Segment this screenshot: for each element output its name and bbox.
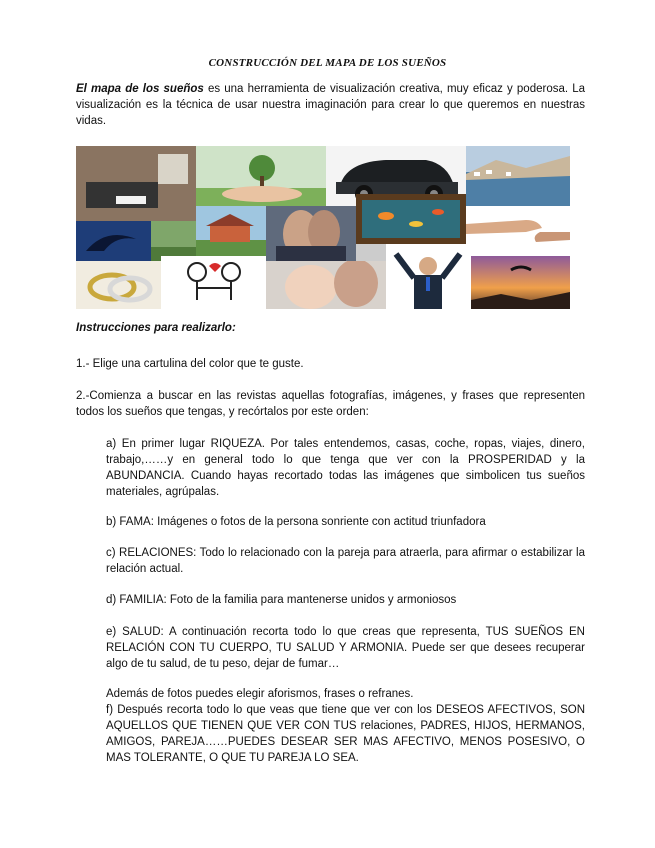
mother-baby-photo: [266, 261, 386, 309]
instructions-heading: Instrucciones para realizarlo:: [76, 322, 236, 334]
step-1: 1.- Elige una cartulina del color que te guste.: [76, 358, 304, 370]
dream-collage: [76, 146, 570, 309]
house-garden-photo: [196, 206, 266, 256]
paraglider-sunset-photo: [471, 256, 570, 309]
item-c: c) RELACIONES: Todo lo relacionado con la pareja para atraerla, para afirmar o estabilizar la relación actual.: [106, 547, 585, 575]
intro-lead: El mapa de los sueños: [76, 83, 204, 95]
coastal-town-photo: [466, 146, 570, 206]
dolphin-silhouette-photo: [76, 221, 151, 261]
kids-drawing-photo: [161, 256, 266, 309]
item-b: b) FAMA: Imágenes o fotos de la persona sonriente con actitud triunfadora: [106, 516, 486, 528]
hands-reaching-photo: [466, 206, 570, 256]
rings-photo: [76, 261, 161, 309]
extra-note: Además de fotos puedes elegir aforismos, frases o refranes.: [106, 688, 414, 700]
living-room-photo: [76, 146, 196, 221]
item-e: e) SALUD: A continuación recorta todo lo que creas que representa, TUS SUEÑOS EN RELACIÓN CON TU CUERPO, TU SALUD Y ARMONIA. Puede ser que desees recuperar algo de tu salud, de tu peso, dejar de fumar…: [106, 626, 585, 670]
intro-paragraph: [76, 81, 585, 129]
item-a: a) En primer lugar RIQUEZA. Por tales entendemos, casas, coche, ropas, viajes, dinero, trabajo,……y en general todo lo que tenga que ver con la PROSPERIDAD y la ABUNDANCIA. Cuando hayas recortado todas las imágenes que simbolicen tus sueños materiales, agrúpalas.: [106, 438, 585, 498]
item-f: f) Después recorta todo lo que veas que tiene que ver con los DESEOS AFECTIVOS, SON AQUELLOS QUE TIENEN QUE VER CON TUS relaciones, PADRES, HIJOS, HERMANOS, AMIGOS, PAREJA……PUEDES DESEAR SER MAS AFECTIVO, MENOS POSESIVO, O MAS TOLERANTE, O QUE TU PAREJA LO SEA.: [106, 704, 585, 764]
kissing-couple-photo: [266, 206, 356, 261]
page-title: CONSTRUCCIÓN DEL MAPA DE LOS SUEÑOS: [208, 57, 447, 69]
hands-tree-photo: [196, 146, 326, 206]
intro-text: es una herramienta de visualización creativa, muy eficaz y poderosa. La visualización es la técnica de usar nuestra imaginación para crear lo que queremos en nuestras vidas.: [76, 83, 585, 127]
step-2: 2.-Comienza a buscar en las revistas aquellas fotografías, imágenes, y frases que representen todos los sueños que tengas, y recórtalos por este orden:: [76, 390, 585, 418]
aquarium-photo: [356, 194, 466, 244]
businessman-photo: [386, 244, 471, 309]
item-d: d) FAMILIA: Foto de la familia para mantenerse unidos y armoniosos: [106, 594, 457, 606]
garden-photo: [151, 221, 196, 261]
